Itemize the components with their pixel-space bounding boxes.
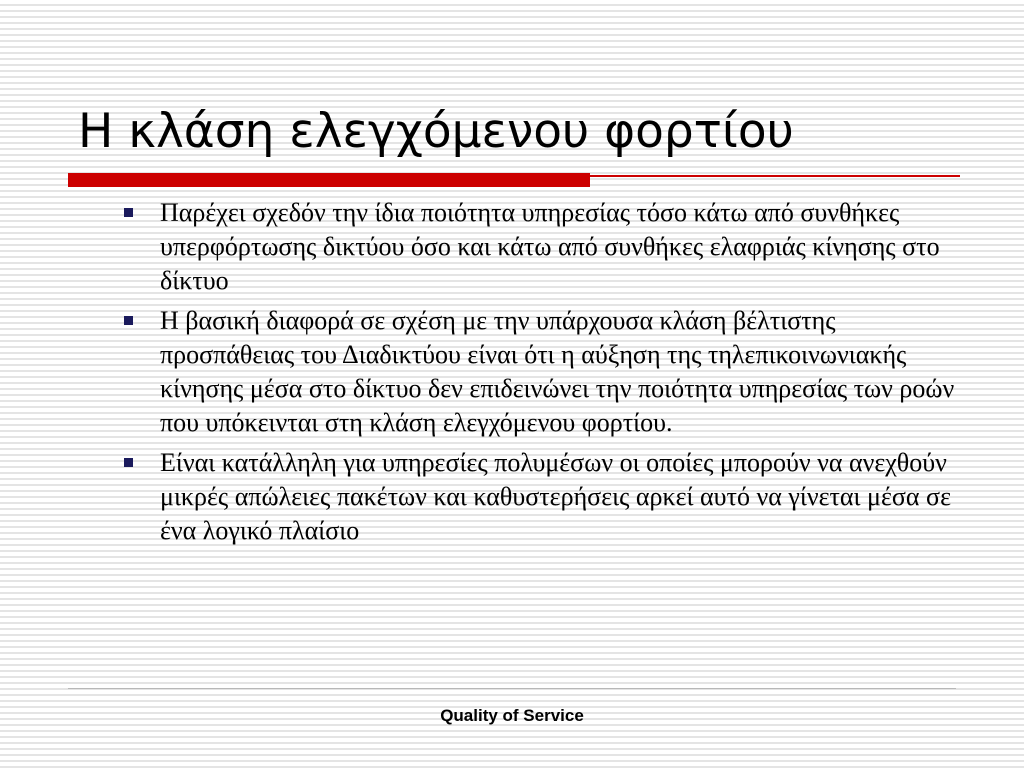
footer-label: Quality of Service — [440, 706, 584, 725]
square-bullet-icon — [124, 458, 133, 467]
bullet-item-2 — [120, 304, 970, 440]
bullet-text: Παρέχει σχεδόν την ίδια ποιότητα υπηρεσίας τόσο κάτω από συνθήκες υπερφόρτωσης δικτύου όσο και κάτω από συνθήκες ελαφριάς κίνησης στο δίκτυο — [160, 198, 940, 295]
bullet-item-3 — [120, 446, 970, 548]
bullet-text: Η βασική διαφορά σε σχέση με την υπάρχουσα κλάση βέλτιστης προσπάθειας του Διαδικτύου είναι ότι η αύξηση της τηλεπικοινωνιακής κίνησης μέσα στο δίκτυο δεν επιδεινώνει την ποιότητα υπηρεσίας των ροών που υπόκεινται στη κλάση ελεγχόμενου φορτίου. — [160, 306, 955, 437]
bullet-text: Είναι κατάλληλη για υπηρεσίες πολυμέσων οι οποίες μπορούν να ανεχθούν μικρές απώλειες πακέτων και καθυστερήσεις αρκεί αυτό να γίνεται μέσα σε ένα λογικό πλαίσιο — [160, 448, 951, 545]
bullet-list — [120, 196, 970, 554]
square-bullet-icon — [124, 208, 133, 217]
slide-title: Η κλάση ελεγχόμενου φορτίου — [78, 104, 794, 159]
title-underline-red-bar — [68, 173, 590, 187]
footer-divider — [68, 688, 956, 689]
title-underline-thin-line — [590, 175, 960, 177]
square-bullet-icon — [124, 316, 133, 325]
bullet-item-1 — [120, 196, 970, 298]
